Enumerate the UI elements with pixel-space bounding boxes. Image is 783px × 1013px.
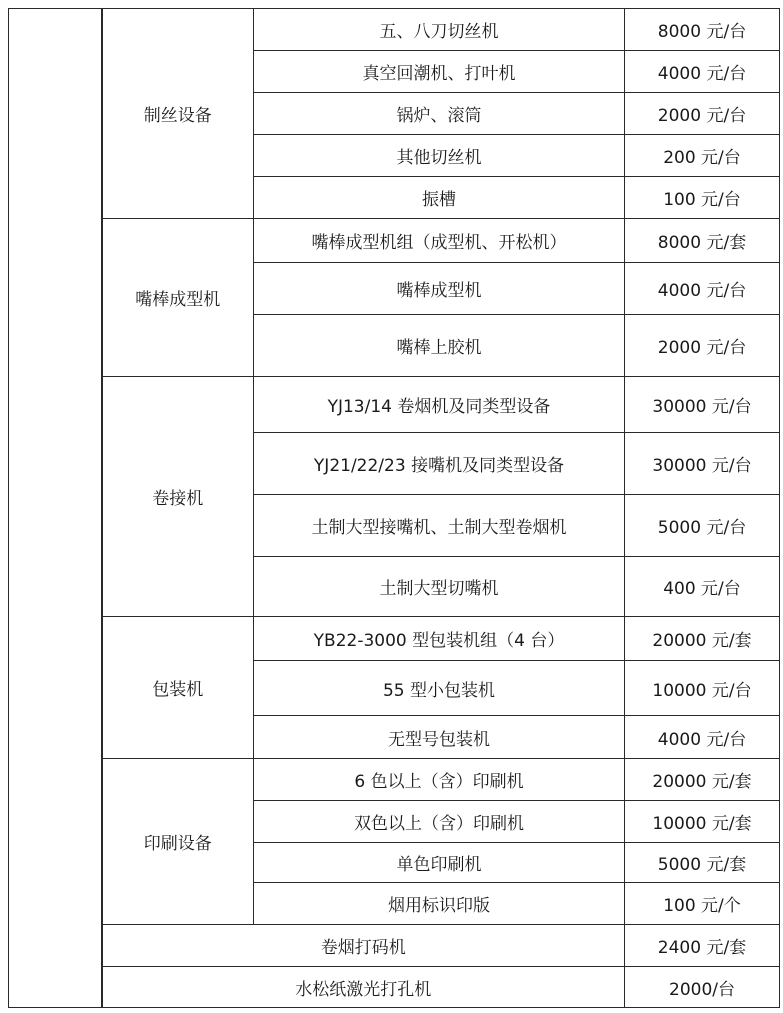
price-cell: 5000 元/台	[625, 495, 780, 557]
price-cell: 2000 元/台	[625, 315, 780, 377]
item-cell: 真空回潮机、打叶机	[254, 51, 625, 93]
group-cell: 包装机	[102, 617, 254, 759]
reward-table-container	[8, 8, 779, 1005]
item-cell: 双色以上（含）印刷机	[254, 801, 625, 843]
item-cell: YJ21/22/23 接嘴机及同类型设备	[254, 433, 625, 495]
table-row	[9, 219, 780, 263]
price-cell: 20000 元/套	[625, 759, 780, 801]
item-cell: 土制大型接嘴机、土制大型卷烟机	[254, 495, 625, 557]
price-cell: 100 元/台	[625, 177, 780, 219]
item-cell: 其他切丝机	[254, 135, 625, 177]
item-cell: 无型号包装机	[254, 716, 625, 759]
item-cell: 水松纸激光打孔机	[102, 967, 625, 1008]
table-row	[9, 617, 780, 661]
equipment-reward-table	[8, 8, 780, 1008]
price-cell: 200 元/台	[625, 135, 780, 177]
item-cell: 振槽	[254, 177, 625, 219]
price-cell: 4000 元/台	[625, 263, 780, 315]
item-cell: 嘴棒成型机	[254, 263, 625, 315]
price-cell: 30000 元/台	[625, 377, 780, 433]
table-row	[9, 925, 780, 967]
item-cell: 锅炉、滚筒	[254, 93, 625, 135]
item-cell: YB22-3000 型包装机组（4 台）	[254, 617, 625, 661]
price-cell: 10000 元/套	[625, 801, 780, 843]
price-cell: 30000 元/台	[625, 433, 780, 495]
price-cell: 400 元/台	[625, 557, 780, 617]
item-cell: 土制大型切嘴机	[254, 557, 625, 617]
item-cell: 55 型小包装机	[254, 661, 625, 716]
group-cell: 制丝设备	[102, 9, 254, 219]
table-row	[9, 377, 780, 433]
left-margin-cell	[9, 9, 102, 1008]
item-cell: 6 色以上（含）印刷机	[254, 759, 625, 801]
item-cell: YJ13/14 卷烟机及同类型设备	[254, 377, 625, 433]
item-cell: 卷烟打码机	[102, 925, 625, 967]
item-cell: 烟用标识印版	[254, 883, 625, 925]
group-cell: 卷接机	[102, 377, 254, 617]
price-cell: 2400 元/套	[625, 925, 780, 967]
price-cell: 4000 元/台	[625, 716, 780, 759]
price-cell: 20000 元/套	[625, 617, 780, 661]
price-cell: 2000 元/台	[625, 93, 780, 135]
item-cell: 单色印刷机	[254, 843, 625, 883]
group-cell: 嘴棒成型机	[102, 219, 254, 377]
price-cell: 4000 元/台	[625, 51, 780, 93]
table-row	[9, 9, 780, 51]
group-cell: 印刷设备	[102, 759, 254, 925]
item-cell: 嘴棒上胶机	[254, 315, 625, 377]
item-cell: 嘴棒成型机组（成型机、开松机）	[254, 219, 625, 263]
price-cell: 5000 元/套	[625, 843, 780, 883]
price-cell: 10000 元/台	[625, 661, 780, 716]
price-cell: 2000/台	[625, 967, 780, 1008]
table-row	[9, 759, 780, 801]
item-cell: 五、八刀切丝机	[254, 9, 625, 51]
price-cell: 8000 元/套	[625, 219, 780, 263]
table-row	[9, 967, 780, 1008]
price-cell: 8000 元/台	[625, 9, 780, 51]
price-cell: 100 元/个	[625, 883, 780, 925]
